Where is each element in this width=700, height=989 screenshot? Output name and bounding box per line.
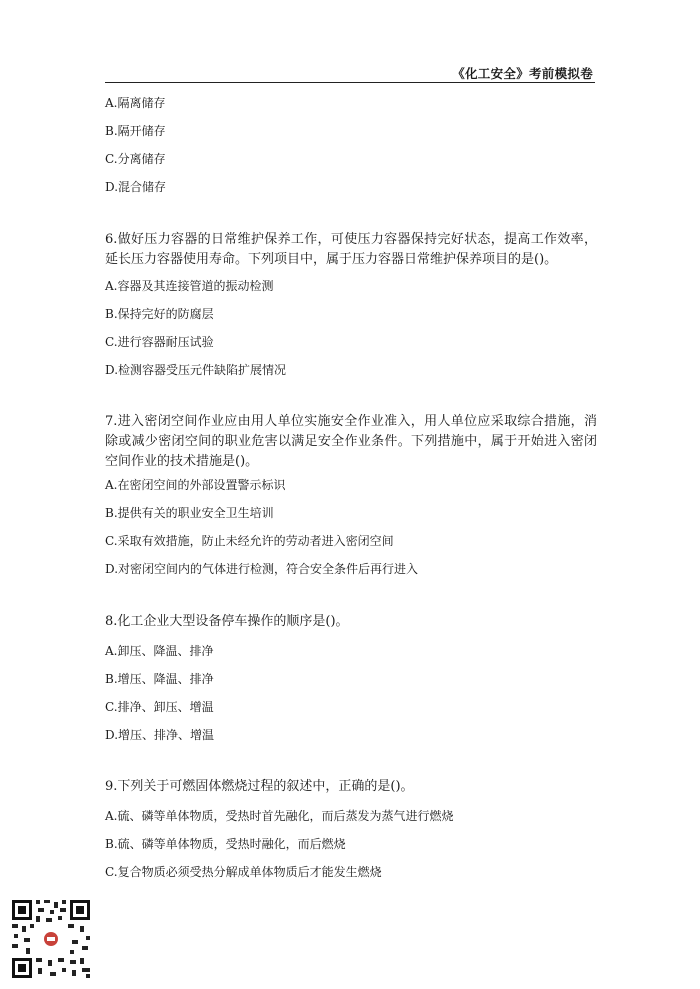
q6-option-b: B.保持完好的防腐层 [105, 307, 214, 321]
q7-option-a: A.在密闭空间的外部设置警示标识 [105, 478, 286, 492]
q6-option-a: A.容器及其连接管道的振动检测 [105, 279, 274, 293]
q8-stem: 8.化工企业大型设备停车操作的顺序是()。 [105, 614, 349, 629]
q8-option-c: C.排净、卸压、增温 [105, 700, 214, 714]
q5-option-b: B.隔开储存 [105, 124, 166, 138]
q9-option-c: C.复合物质必须受热分解成单体物质后才能发生燃烧 [105, 865, 382, 879]
q7-option-b: B.提供有关的职业安全卫生培训 [105, 506, 274, 520]
q8-option-a: A.卸压、降温、排净 [105, 644, 214, 658]
q6-stem: 6.做好压力容器的日常维护保养工作，可使压力容器保持完好状态，提高工作效率，延长压力容器使用寿命。下列项目中，属于压力容器日常维护保养项目的是()。 [105, 232, 597, 267]
q7-option-d: D.对密闭空间内的气体进行检测，符合安全条件后再行进入 [105, 562, 419, 576]
header-title: 《化工安全》考前模拟卷 [452, 66, 593, 81]
q8-option-b: B.增压、降温、排净 [105, 672, 214, 686]
qr-code-icon [10, 898, 92, 980]
q9-stem: 9.下列关于可燃固体燃烧过程的叙述中，正确的是()。 [105, 779, 414, 794]
page-header [105, 62, 595, 83]
q7-stem: 7.进入密闭空间作业应由用人单位实施安全作业准入，用人单位应采取综合措施，消除或减少密闭空间的职业危害以满足安全作业条件。下列措施中，属于开始进入密闭空间作业的技术措施是()。 [105, 414, 597, 469]
q7-option-c: C.采取有效措施，防止未经允许的劳动者进入密闭空间 [105, 534, 394, 548]
q6-option-d: D.检测容器受压元件缺陷扩展情况 [105, 363, 287, 377]
q5-option-a: A.隔离储存 [105, 96, 166, 110]
q9-option-a: A.硫、磷等单体物质，受热时首先融化，而后蒸发为蒸气进行燃烧 [105, 809, 454, 823]
q9-option-b: B.硫、磷等单体物质，受热时融化，而后燃烧 [105, 837, 346, 851]
q5-option-c: C.分离储存 [105, 152, 166, 166]
q6-option-c: C.进行容器耐压试验 [105, 335, 214, 349]
q5-option-d: D.混合储存 [105, 180, 167, 194]
q8-option-d: D.增压、排净、增温 [105, 728, 215, 742]
